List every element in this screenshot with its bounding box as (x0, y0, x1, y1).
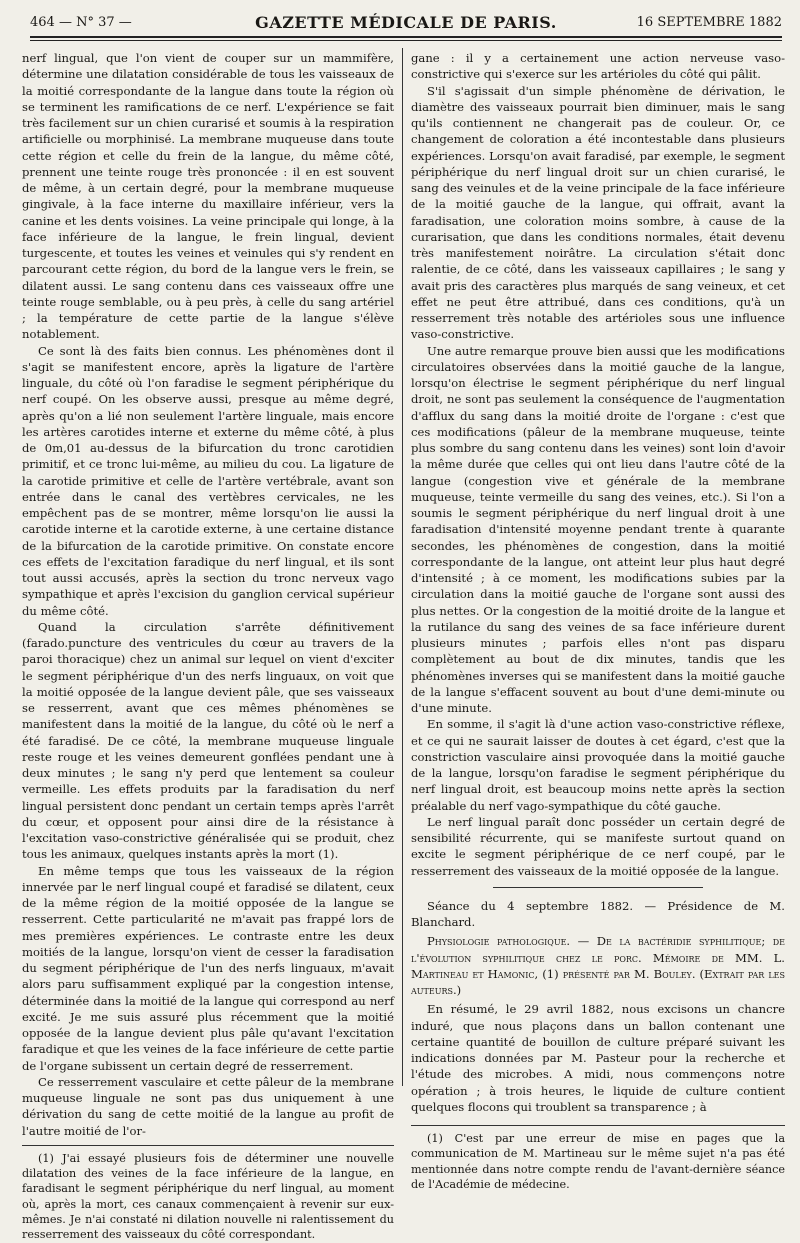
left-column (22, 50, 394, 1242)
footnote: (1) C'est par une erreur de mise en pages que la communication de M. Martineau sur le même sujet n'a pas été mentionnée dans notre compte rendu de l'avant-dernière séance de l'Académie de médecine. (411, 1132, 785, 1191)
right-column (411, 50, 785, 1191)
paragraph: Ce resserrement vasculaire et cette pâleur de la membrane muqueuse linguale ne sont pas dus uniquement à une dérivation du sang de cette moitié de la langue au profit de l'autre moitié de l'or- (22, 1074, 394, 1138)
paragraph: gane : il y a certainement une action nerveuse vaso-constrictive qui s'exerce sur les artérioles du côté qui pâlit. (411, 51, 785, 82)
paragraph: Le nerf lingual paraît donc posséder un certain degré de sensibilité récurrente, qui se manifeste surtout quand on excite le segment périphérique de ce nerf coupé, par le resserrement des vaisseaux de la moitié opposée de la langue. (411, 814, 785, 878)
header-rule-thin (30, 40, 782, 41)
paragraph: En somme, il s'agit là d'une action vaso-constrictive réflexe, et ce qui ne saurait laisser de doutes à cet égard, c'est que la constriction vasculaire ainsi provoquée dans la moitié gauche de la langue, lorsqu'on faradise le segment périphérique du nerf lingual droit, est beaucoup moins nette après la section préalable du nerf vago-sympathique du côté gauche. (411, 717, 785, 813)
issue-date: 16 SEPTEMBRE 1882 (636, 15, 782, 30)
paragraph: Ce sont là des faits bien connus. Les phénomènes dont il s'agit se manifestent encore, après la ligature de l'artère linguale, du côté où l'on faradise le segment périphérique du nerf coupé. On les observe aussi, presque au même degré, après qu'on a lié non seulement l'artère linguale, mais encore les artères carotides interne et externe du même côté, à plus de 0m,01 au-dessus de la bifurcation du tronc carotidien primitif, et ce tronc lui-même, au milieu du cou. La ligature de la carotide primitive et celle de l'artère vertébrale, avant son entrée dans le canal des vertèbres cervicales, ne les empêchent pas de se montrer, même lorsqu'on lie aussi la carotide interne et la carotide externe, à une certaine distance de la bifurcation de la carotide primitive. On constate encore ces effets de l'excitation faradique du nerf lingual, et ils sont tout aussi accusés, après la section du tronc nerveux vago sympathique et après l'excision du ganglion cervical supérieur du même côté. (22, 343, 394, 618)
page-header (30, 13, 782, 33)
section-heading: Physiologie pathologique. — De la bactéridie syphilitique; de l'évolution syphilitique chez le porc. Mémoire de MM. L. Martineau et Hamonic, (1) présenté par M. Bouley. (Extrait par les auteurs.) (411, 934, 785, 997)
section-rule (493, 887, 703, 888)
journal-title: GAZETTE MÉDICALE DE PARIS. (255, 13, 557, 32)
paragraph: Quand la circulation s'arrête définitivement (farado.puncture des ventricules du cœur au travers de la paroi thoracique) chez un animal sur lequel on vient d'exciter le segment périphérique d'un des nerfs linguaux, on voit que la moitié opposée de la langue devient pâle, que ses vaisseaux se resserrent, avant que ces mêmes phénomènes se manifestent dans la moitié de la langue, du côté où le nerf a été faradisé. De ce côté, la membrane muqueuse linguale reste rouge et les veines demeurent gonflées pendant une à deux minutes ; le sang n'y perd que lentement sa couleur vermeille. Les effets produits par la faradisation du nerf lingual persistent donc pendant un certain temps après l'arrêt du cœur, et opposent pour ainsi dire de la résistance à l'excitation vaso-constrictive généralisée qui se produit, chez tous les animaux, quelques instants après la mort (1). (22, 619, 394, 862)
column-divider (402, 48, 403, 1086)
footnote-rule (22, 1145, 394, 1146)
footnote-rule (411, 1125, 785, 1126)
paragraph: En même temps que tous les vaisseaux de la région innervée par le nerf lingual coupé et faradisé se dilatent, ceux de la même région de la moitié opposée de la langue se resserrent. Cette particularité ne m'avait pas frappé lors de mes premières expériences. Le contraste entre les deux moitiés de la langue, lorsqu'on vient de cesser la faradisation du segment périphérique de l'un des nerfs linguaux, m'avait alors paru suffisamment expliqué par la congestion intense, déterminée dans la moitié de la langue qui correspond au nerf excité. Je me suis assuré plus récemment que la moitié opposée de la langue devient plus pâle qu'avant l'excitation faradique et que les veines de la face inférieure de cette partie de l'organe subissent un certain degré de resserrement. (22, 863, 394, 1073)
session-title: Séance du 4 septembre 1882. — Présidence de M. Blanchard. (411, 898, 785, 929)
page-issue-number: 464 — N° 37 — (30, 15, 132, 30)
header-rule (30, 36, 782, 38)
paragraph: Une autre remarque prouve bien aussi que les modifications circulatoires observées dans la moitié gauche de la langue, lorsqu'on électrise le segment périphérique du nerf lingual droit, ne sont pas seulement la conséquence de l'augmentation d'afflux du sang dans la moitié droite de l'organe : c'est que ces modifications (pâleur de la membrane muqueuse, teinte plus sombre du sang contenu dans les veines) sont loin d'avoir la même durée que celles qui ont lieu dans l'autre côté de la langue (congestion vive et générale de la membrane muqueuse, teinte vermeille du sang des veines, etc.). Si l'on a soumis le segment périphérique du nerf lingual droit à une faradisation d'intensité moyenne pendant trente à quarante secondes, les phénomènes de congestion, dans la moitié correspondante de la langue, ont atteint leur plus haut degré d'intensité ; à ce moment, les modifications subies par la circulation dans la moitié gauche de l'organe sont aussi des plus nettes. Or la congestion de la moitié droite de la langue et la rutilance du sang des veines de sa face inférieure durent plusieurs minutes ; parfois elles n'ont pas disparu complètement au bout de dix minutes, tandis que les phénomènes inverses qui se manifestent dans la moitié gauche de la langue s'effacent souvent au bout d'une demi-minute ou d'une minute. (411, 343, 785, 715)
paragraph: nerf lingual, que l'on vient de couper sur un mammifère, détermine une dilatation considérable de tous les vaisseaux de la moitié correspondante de la langue dans toute la région où se terminent les ramifications de ce nerf. L'expérience se fait très facilement sur un chien curarisé et soumis à la respiration artificielle ou morphinisé. La membrane muqueuse dans toute cette région et celle du frein de la langue, du même côté, prennent une teinte rouge très prononcée : il en est souvent de même, à un certain degré, pour la membrane muqueuse gingivale, à la face interne du maxillaire inférieur, vers la canine et les dents voisines. La veine principale qui longe, à la face inférieure de la langue, le frein lingual, devient turgescente, et toutes les veines et veinules qui s'y rendent en parcourant cette région, du bord de la langue vers le frein, se dilatent aussi. Le sang contenu dans ces vaisseaux offre une teinte rouge semblable, ou à peu près, à celle du sang artériel ; la température de cette partie de la langue s'élève notablement. (22, 51, 394, 342)
paragraph: S'il s'agissait d'un simple phénomène de dérivation, le diamètre des vaisseaux pourrait bien diminuer, mais le sang qu'ils contiennent ne changerait pas de couleur. Or, ce changement de coloration a été incontestable dans plusieurs expériences. Lorsqu'on avait faradisé, par exemple, le segment périphérique du nerf lingual droit sur un chien curarisé, le sang des veinules et de la veine principale de la face inférieure de la moitié gauche de la langue, qui offrait, avant la faradisation, une coloration moins sombre, à cause de la curarisation, que dans les conditions normales, était devenu très manifestement noirâtre. La circulation s'était donc ralentie, de ce côté, dans les vaisseaux capillaires ; le sang y avait pris des caractères plus marqués de sang veineux, et cet effet ne peut être attribué, dans ces conditions, qu'à un resserrement très notable des artérioles sous une influence vaso-constrictive. (411, 83, 785, 342)
paragraph: En résumé, le 29 avril 1882, nous excisons un chancre induré, que nous plaçons dans un ballon contenant une certaine quantité de bouillon de culture préparé suivant les indications données par M. Pasteur pour la recherche et l'étude des microbes. A midi, nous commençons notre opération ; à trois heures, le liquide de culture contient quelques flocons qui troublent sa transparence ; à (411, 1002, 785, 1114)
footnote: (1) J'ai essayé plusieurs fois de déterminer une nouvelle dilatation des veines de la face inférieure de la langue, en faradisant le segment périphérique du nerf lingual, au moment où, après la mort, ces canaux commençaient à revenir sur eux-mêmes. Je n'ai constaté ni dilation nouvelle ni ralentissement du resserrement des vaisseaux du côté correspondant. (22, 1151, 394, 1242)
